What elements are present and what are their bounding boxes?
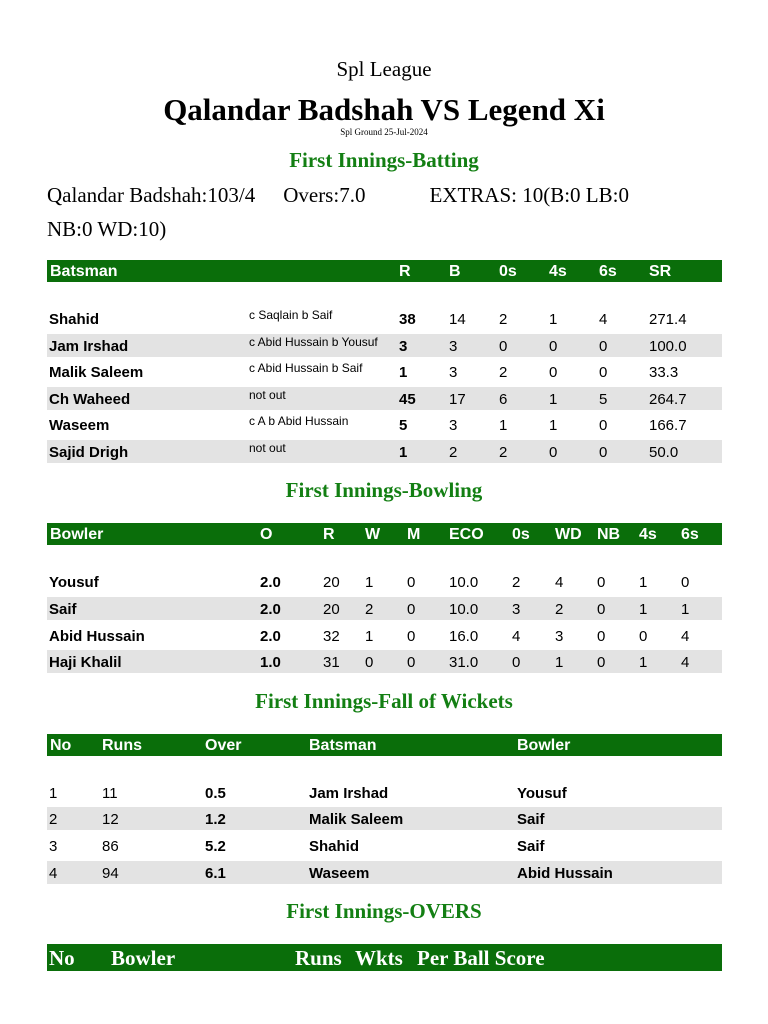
wides: 4 [555,574,564,591]
wides: 1 [555,654,564,671]
batsman-name: Shahid [309,838,360,855]
runs: 45 [399,391,416,408]
bowler-name: Yousuf [517,785,567,802]
economy: 16.0 [449,628,479,645]
dot-balls: 6 [499,391,508,408]
batsman-name: Waseem [309,865,370,882]
dismissal: not out [249,388,286,402]
overs: 2.0 [260,628,281,645]
maidens: 0 [407,574,416,591]
bowler-name: Saif [49,601,77,618]
sixes: 5 [599,391,608,408]
fow-section-title: First Innings-Fall of Wickets [255,689,513,713]
dismissal: not out [249,441,286,455]
sixes: 0 [599,338,608,355]
fow-row [47,807,722,830]
strike-rate: 166.7 [649,417,687,434]
col-wides: WD [555,526,582,543]
fours: 0 [549,364,558,381]
sixes: 1 [681,601,690,618]
col-bowler: Bowler [517,737,571,754]
over: 6.1 [205,865,226,882]
overs-section-title: First Innings-OVERS [286,899,482,923]
bowling-table-header [47,523,722,545]
col-economy: ECO [449,526,484,543]
wickets: 0 [365,654,374,671]
bowling-row [47,624,722,647]
dismissal: c A b Abid Hussain [249,414,349,428]
runs: 31 [323,654,340,671]
no-balls: 0 [597,654,606,671]
fours: 0 [549,338,558,355]
bowler-name: Saif [517,811,545,828]
sixes: 0 [599,444,608,461]
wickets: 1 [365,628,374,645]
bowler-name: Abid Hussain [517,865,613,882]
economy: 10.0 [449,601,479,618]
dot-balls: 2 [499,364,508,381]
dot-balls: 2 [499,311,508,328]
fours: 1 [549,417,558,434]
batsman-name: Ch Waheed [49,391,131,408]
sixes: 4 [599,311,608,328]
col-per-ball-score: Per Ball Score [417,946,545,970]
fours: 1 [639,601,648,618]
batting-row [47,440,722,463]
dot-balls: 0 [512,654,521,671]
overs: 2.0 [260,574,281,591]
sixes: 4 [681,628,690,645]
col-bowler: Bowler [111,946,176,970]
balls: 14 [449,311,466,328]
col-bowler: Bowler [50,526,104,543]
dot-balls: 4 [512,628,521,645]
sixes: 0 [681,574,690,591]
overs-count: Overs:7.0 [283,183,366,207]
col-runs: R [323,526,335,543]
col-wickets: W [365,526,381,543]
dot-balls: 1 [499,417,508,434]
fow-row [47,781,722,804]
batsman-name: Shahid [49,311,100,328]
batsman-name: Malik Saleem [309,811,404,828]
maidens: 0 [407,601,416,618]
team-runs: 11 [102,785,118,802]
col-sixes: 6s [599,263,617,280]
economy: 10.0 [449,574,479,591]
dismissal: c Abid Hussain b Saif [249,361,363,375]
runs: 5 [399,417,408,434]
col-runs: Runs [295,946,342,970]
col-zeros: 0s [512,526,530,543]
wicket-no: 1 [49,785,58,802]
team-runs: 12 [102,811,119,828]
bowling-row [47,597,722,620]
balls: 17 [449,391,466,408]
batting-summary [47,178,727,246]
batsman-name: Waseem [49,417,110,434]
col-batsman: Batsman [309,737,377,754]
batsman-name: Jam Irshad [49,338,129,355]
fow-row [47,861,722,884]
fow-table-header [47,734,722,756]
wickets: 1 [365,574,374,591]
strike-rate: 264.7 [649,391,687,408]
fours: 1 [549,391,558,408]
sixes: 4 [681,654,690,671]
sixes: 0 [599,364,608,381]
batsman-name: Malik Saleem [49,364,144,381]
col-runs: R [399,263,411,280]
wickets: 2 [365,601,374,618]
batsman-name: Sajid Drigh [49,444,129,461]
wicket-no: 3 [49,838,58,855]
balls: 3 [449,338,458,355]
venue-date: Spl Ground 25-Jul-2024 [340,127,428,137]
dismissal: c Saqlain b Saif [249,308,333,322]
team-runs: 86 [102,838,119,855]
bowler-name: Abid Hussain [49,628,145,645]
strike-rate: 100.0 [649,338,687,355]
col-runs: Runs [102,737,142,754]
runs: 32 [323,628,340,645]
maidens: 0 [407,654,416,671]
balls: 3 [449,364,458,381]
col-fours: 4s [549,263,567,280]
no-balls: 0 [597,628,606,645]
bowler-name: Saif [517,838,545,855]
team-runs: 94 [102,865,119,882]
col-balls: B [449,263,461,280]
over: 5.2 [205,838,226,855]
wicket-no: 4 [49,865,58,882]
dot-balls: 2 [499,444,508,461]
no-balls: 0 [597,601,606,618]
runs: 20 [323,574,340,591]
col-overs: O [260,526,273,543]
fours: 0 [549,444,558,461]
dot-balls: 3 [512,601,521,618]
col-no: No [49,946,75,970]
col-strike-rate: SR [649,263,672,280]
extras-line-1: EXTRAS: 10(B:0 LB:0 [429,183,629,207]
batting-row [47,387,722,410]
batting-row [47,413,722,436]
balls: 2 [449,444,458,461]
strike-rate: 33.3 [649,364,679,381]
fours: 1 [549,311,558,328]
batting-row [47,307,722,330]
runs: 20 [323,601,340,618]
fow-row [47,834,722,857]
col-wickets: Wkts [355,946,403,970]
overs: 1.0 [260,654,281,671]
batting-section-title: First Innings-Batting [289,148,479,172]
fours: 1 [639,654,648,671]
over: 1.2 [205,811,226,828]
strike-rate: 50.0 [649,444,679,461]
batting-row [47,334,722,357]
runs: 1 [399,444,408,461]
wides: 2 [555,601,564,618]
fours: 1 [639,574,648,591]
runs: 3 [399,338,408,355]
maidens: 0 [407,628,416,645]
no-balls: 0 [597,574,606,591]
runs: 1 [399,364,408,381]
strike-rate: 271.4 [649,311,687,328]
sixes: 0 [599,417,608,434]
team-score: Qalandar Badshah:103/4 [47,183,256,207]
bowling-section-title: First Innings-Bowling [285,478,483,502]
league-name: Spl League [336,57,432,81]
extras-line-2: NB:0 WD:10) [47,217,167,241]
runs: 38 [399,311,416,328]
bowler-name: Yousuf [49,574,99,591]
col-batsman: Batsman [50,263,118,280]
dot-balls: 0 [499,338,508,355]
wicket-no: 2 [49,811,58,828]
match-title: Qalandar Badshah VS Legend Xi [163,92,605,127]
wides: 3 [555,628,564,645]
dismissal: c Abid Hussain b Yousuf [249,335,378,349]
overs-table-header [47,944,722,971]
balls: 3 [449,417,458,434]
batting-table-header [47,260,722,282]
col-no: No [50,737,72,754]
over: 0.5 [205,785,226,802]
col-no-balls: NB [597,526,621,543]
overs: 2.0 [260,601,281,618]
col-fours: 4s [639,526,657,543]
economy: 31.0 [449,654,479,671]
fours: 0 [639,628,648,645]
col-sixes: 6s [681,526,699,543]
batting-row [47,360,722,383]
col-zeros: 0s [499,263,517,280]
bowler-name: Haji Khalil [49,654,122,671]
batsman-name: Jam Irshad [309,785,389,802]
bowling-row [47,650,722,673]
col-maidens: M [407,526,421,543]
dot-balls: 2 [512,574,521,591]
col-over: Over [205,737,242,754]
bowling-row [47,570,722,593]
